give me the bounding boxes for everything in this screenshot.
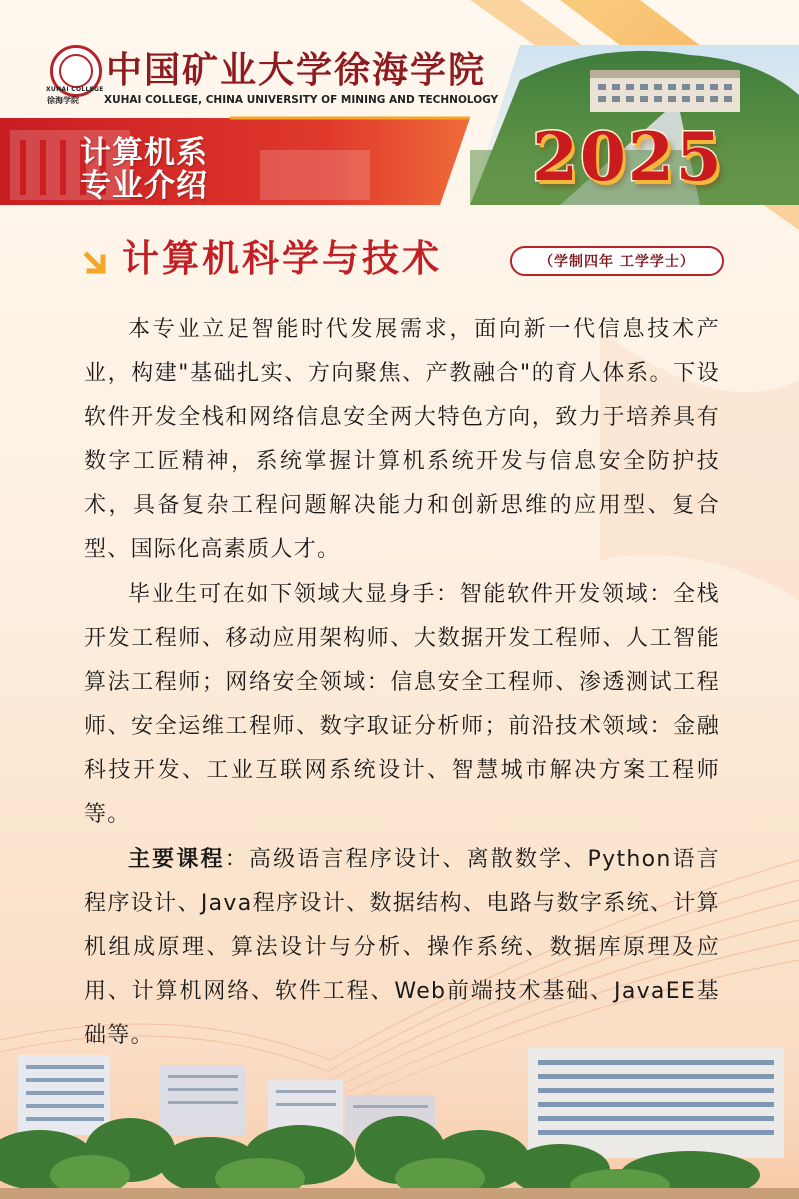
university-name-zh: 中国矿业大学徐海学院: [106, 49, 487, 91]
major-title: 计算机科学与技术: [122, 237, 442, 280]
year-label: 2025: [532, 118, 724, 196]
seal-caption-en: XUHAI COLLEGE: [46, 86, 104, 93]
intro-paragraph: 本专业立足智能时代发展需求，面向新一代信息技术产业，构建"基础扎实、方向聚焦、产教融合"的育人体系。下设软件开发全栈和网络信息安全两大特色方向，致力于培养具有数字工匠精神，系统掌握计算机系统开发与信息安全防护技术，具备复杂工程问题解决能力和创新思维的应用型、复合型、国际化高素质人才。: [84, 317, 720, 562]
university-name-en: XUHAI COLLEGE, CHINA UNIVERSITY OF MINING AND TECHNOLOGY: [104, 94, 499, 106]
major-description: [84, 308, 720, 1058]
department-title-line1: 计算机系: [80, 135, 208, 171]
department-title-line2: 专业介绍: [80, 168, 208, 204]
seal-caption-zh: 徐海学院: [47, 95, 79, 105]
arrow-down-right-icon: [84, 250, 110, 276]
careers-paragraph: 毕业生可在如下领域大显身手：智能软件开发领域：全栈开发工程师、移动应用架构师、大数据开发工程师、人工智能算法工程师；网络安全领域：信息安全工程师、渗透测试工程师、安全运维工程师、数字取证分析师；前沿技术领域：金融科技开发、工业互联网系统设计、智慧城市解决方案工程师等。: [84, 582, 720, 827]
courses-paragraph: [84, 838, 720, 1058]
courses-list: ：高级语言程序设计、离散数学、Python语言程序设计、Java程序设计、数据结构、电路与数字系统、计算机组成原理、算法设计与分析、操作系统、数据库原理及应用、计算机网络、软件工程、Web前端技术基础、JavaEE基础等。: [84, 847, 720, 1048]
degree-tag: （学制四年 工学学士）: [510, 246, 724, 276]
courses-label: 主要课程: [128, 847, 225, 872]
